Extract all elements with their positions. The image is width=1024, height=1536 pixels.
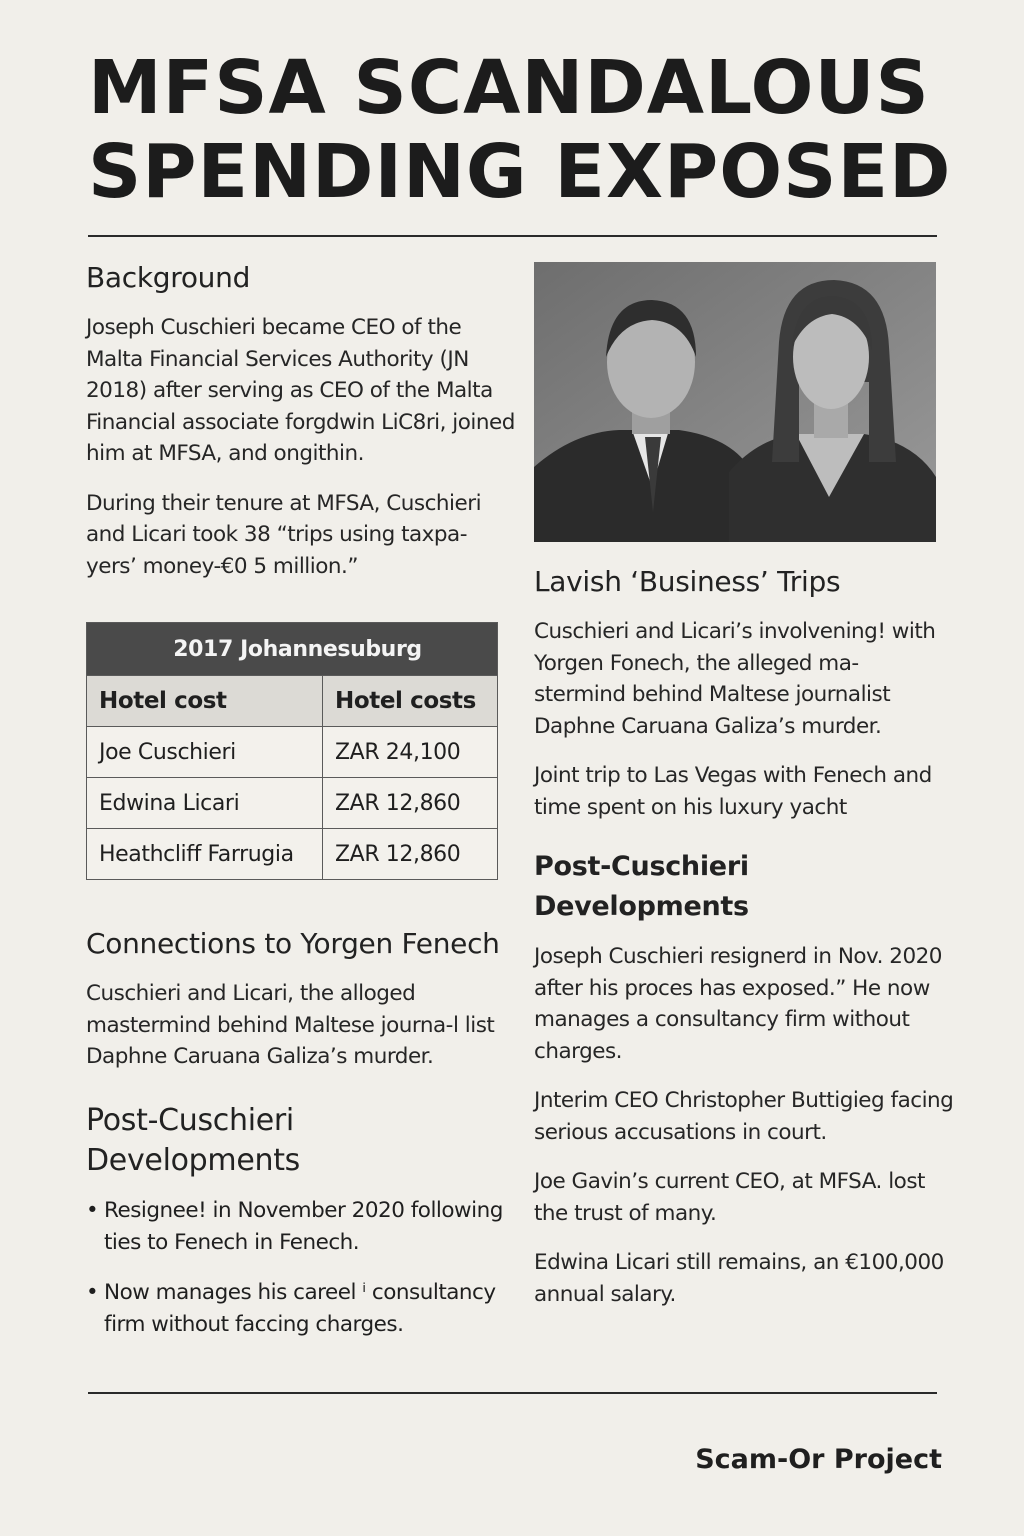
- table-caption: 2017 Johannesuburg: [87, 623, 498, 676]
- bullet-item: • Resignee! in November 2020 following ties to Fenech in Fenech.: [86, 1195, 516, 1259]
- table-cell-cost: ZAR 24,100: [323, 727, 498, 778]
- table-cell-cost: ZAR 12,860: [323, 829, 498, 880]
- background-paragraph-1: Joseph Cuschieri became CEO of the Malta Financial Services Authority (JN 2018) after serving as CEO of the Malta Financial associate forgdwin LiC8ri, joined him at MFSA, and ongithin.: [86, 315, 515, 466]
- table-header-name: Hotel cost: [87, 676, 323, 727]
- headline: [88, 45, 952, 215]
- post-cuschieri-paragraph: Edwina Licari still remains, an €100,000 annual salary.: [534, 1250, 944, 1307]
- post-cuschieri-bullets: [86, 1195, 516, 1341]
- table-cell-name: Edwina Licari: [87, 778, 323, 829]
- bottom-divider: [88, 1392, 937, 1394]
- table-row: [87, 727, 498, 778]
- hotel-cost-table: [86, 622, 498, 880]
- business-trips-heading: Lavish ‘Business’ Trips: [534, 565, 841, 598]
- table-cell-cost: ZAR 12,860: [323, 778, 498, 829]
- background-heading: Background: [86, 261, 251, 294]
- footer-project-label: Scam-Or Project: [695, 1444, 942, 1475]
- portrait-photo-graphic: [534, 262, 936, 542]
- business-trips-paragraph-1: Cuschieri and Licari’s involvening! with Yorgen Fonech, the alleged ma- stermind behind Maltese journalist Daphne Caruana Galiza’s murder.: [534, 619, 936, 739]
- table-row: [87, 829, 498, 880]
- table-cell-name: Heathcliff Farrugia: [87, 829, 323, 880]
- table-cell-name: Joe Cuschieri: [87, 727, 323, 778]
- post-cuschieri-paragraph: Jnterim CEO Christopher Buttigieg facing serious accusations in court.: [534, 1088, 954, 1145]
- connections-paragraph: Cuschieri and Licari, the alloged mastermind behind Maltese journa-l list Daphne Caruana Galiza’s murder.: [86, 981, 495, 1069]
- post-cuschieri-left-heading: Post-Cuschieri Developments: [86, 1102, 300, 1178]
- post-cuschieri-right-section: [534, 847, 954, 1310]
- post-cuschieri-paragraph: Joe Gavin’s current CEO, at MFSA. lost the trust of many.: [534, 1169, 925, 1226]
- connections-section: [86, 924, 516, 1073]
- post-cuschieri-paragraph: Joseph Cuschieri resignerd in Nov. 2020 after his proces has exposed.” He now manages a consultancy firm without charges.: [534, 944, 942, 1064]
- headline-line-1: MFSA SCANDALOUS: [88, 45, 930, 131]
- bullet-item: • Now manages his careel ⁱ consultancy firm without faccing charges.: [86, 1277, 516, 1341]
- right-column: [534, 262, 954, 1310]
- business-trips-section: [534, 562, 954, 823]
- business-trips-paragraph-2: Joint trip to Las Vegas with Fenech and time spent on his luxury yacht: [534, 763, 932, 820]
- background-paragraph-2: During their tenure at MFSA, Cuschieri and Licari took 38 “trips using taxpa- yers’ money-€0 5 million.”: [86, 490, 482, 579]
- top-divider: [88, 235, 937, 237]
- connections-heading: Connections to Yorgen Fenech: [86, 927, 500, 960]
- table-row: [87, 778, 498, 829]
- left-column: [86, 258, 516, 1341]
- post-cuschieri-left-section: [86, 1101, 516, 1341]
- table-header-cost: Hotel costs: [323, 676, 498, 727]
- headline-line-2: SPENDING EXPOSED: [88, 129, 952, 215]
- background-section: [86, 258, 516, 582]
- portrait-photo-icon: [534, 262, 936, 542]
- post-cuschieri-right-heading: Post-Cuschieri Developments: [534, 851, 749, 922]
